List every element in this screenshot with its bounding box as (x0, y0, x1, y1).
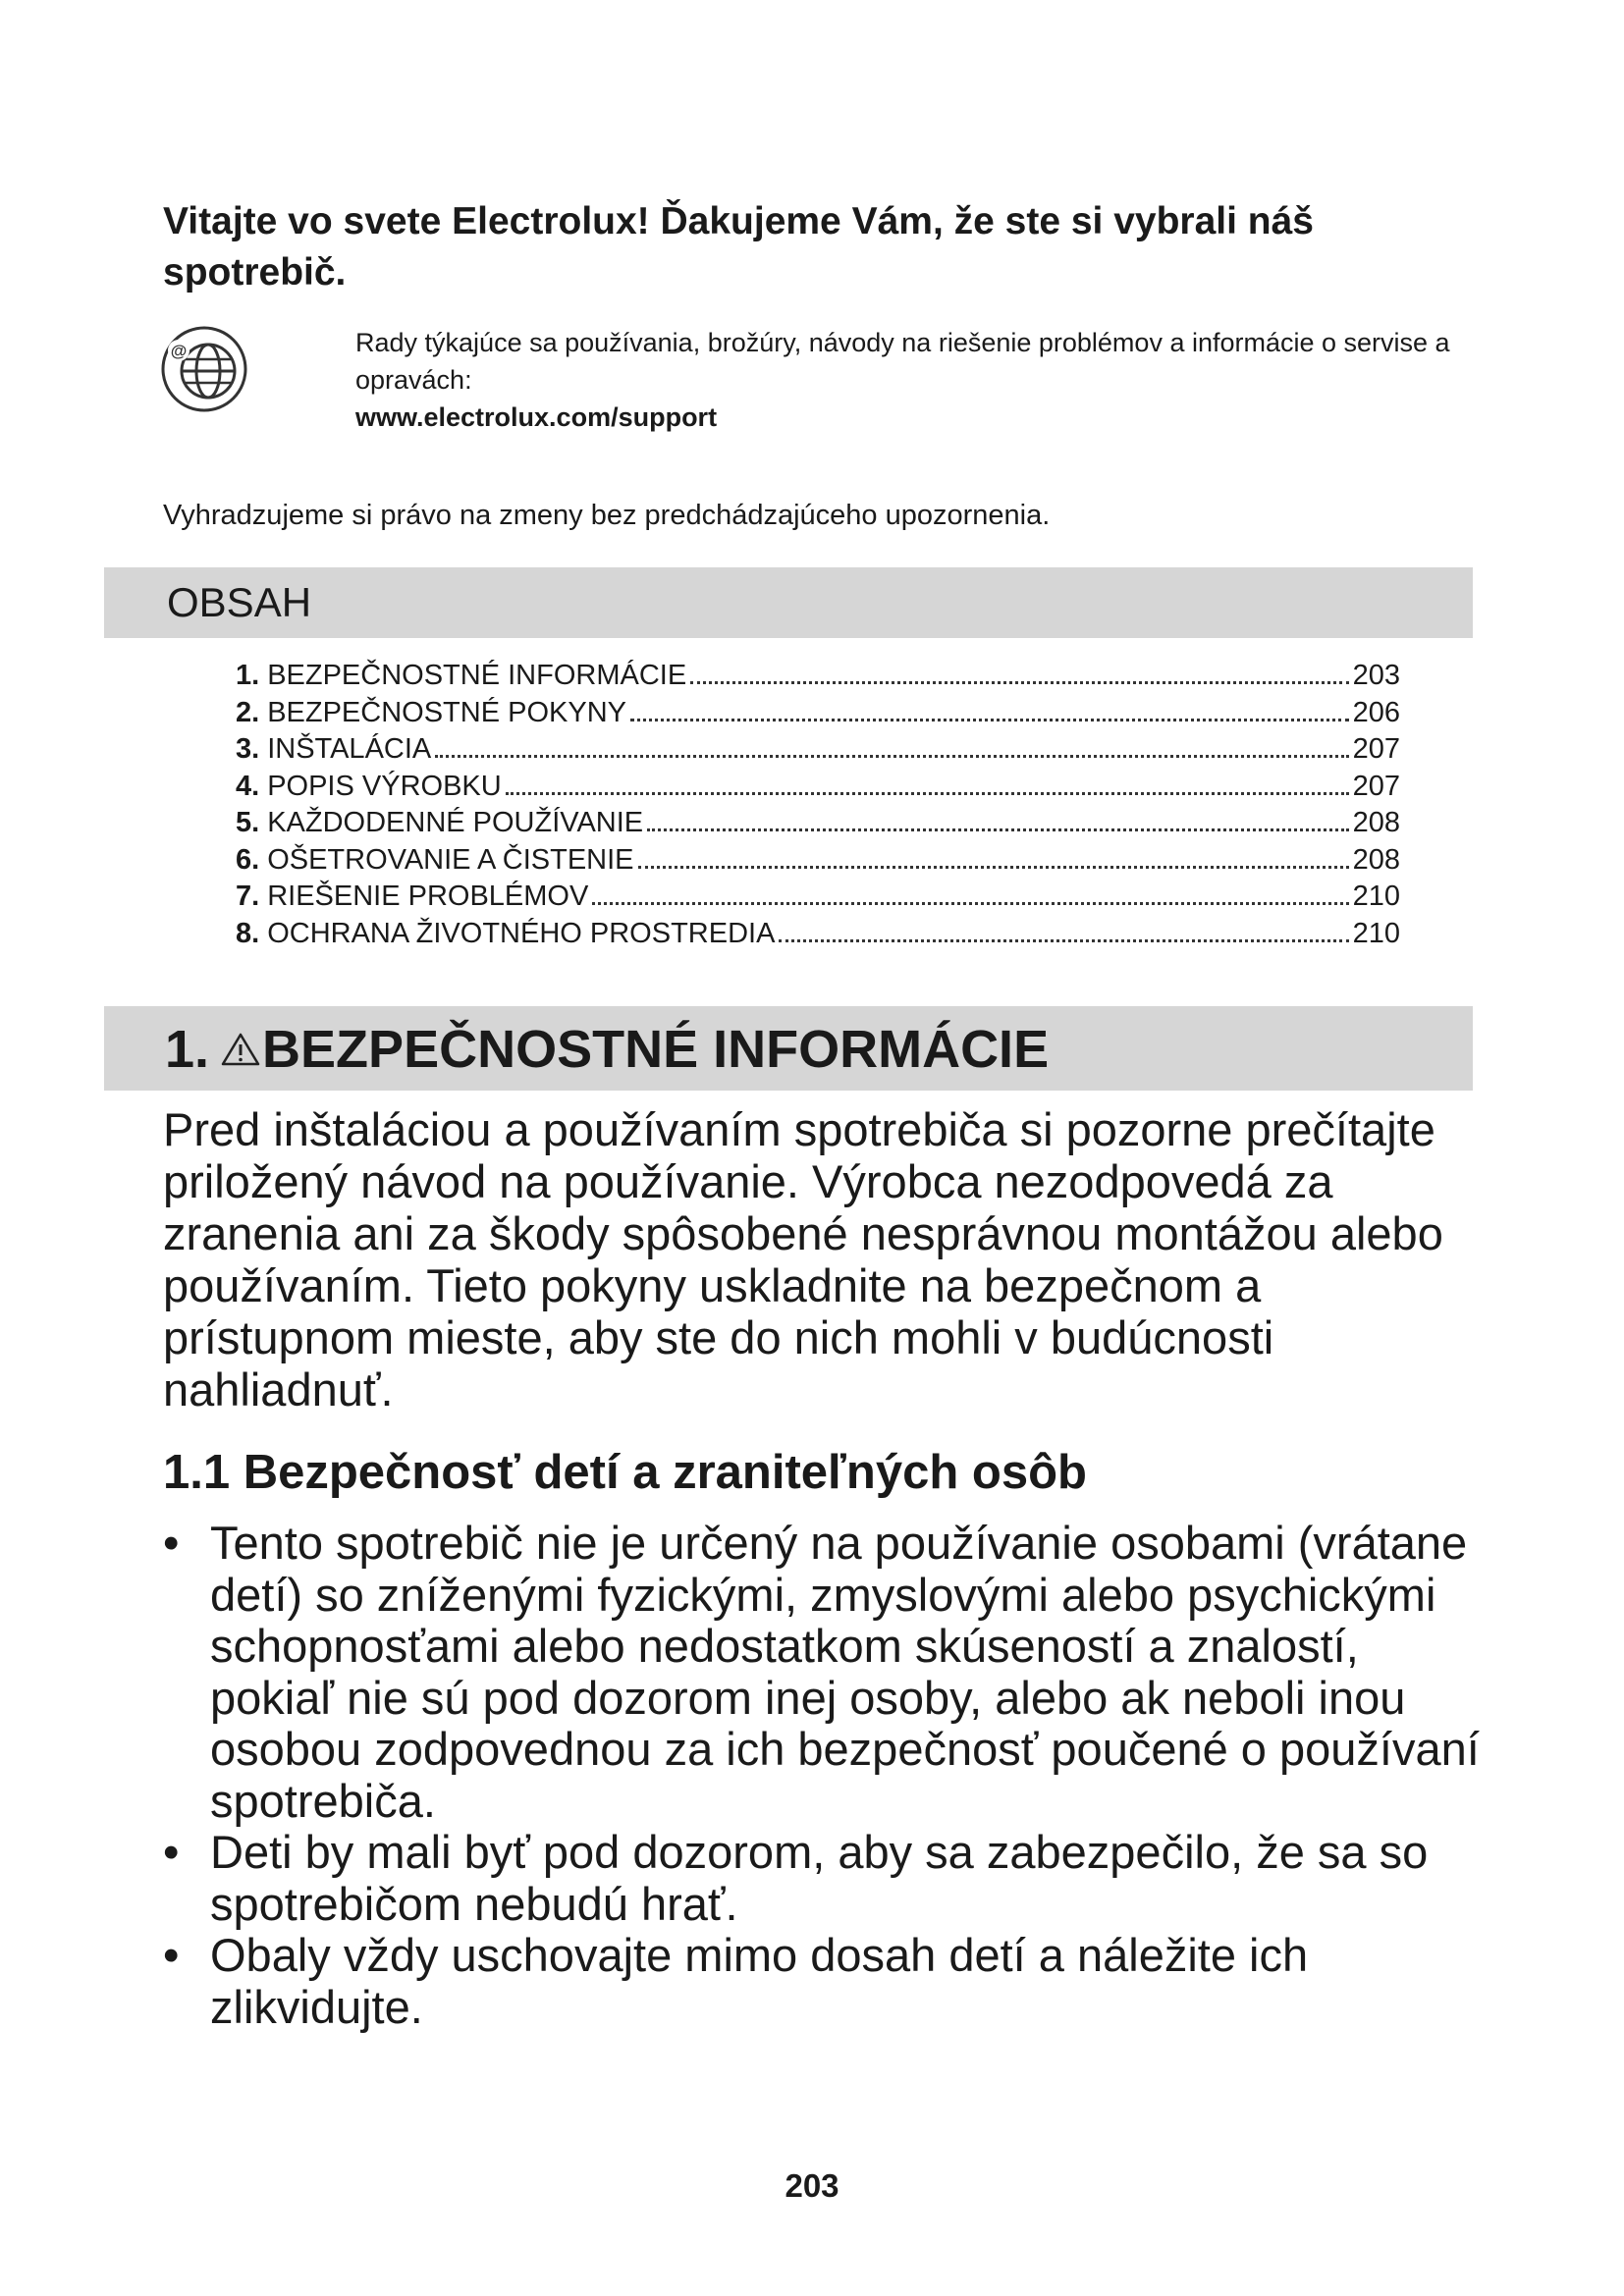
list-item-text: Tento spotrebič nie je určený na používanie osobami (vrátane detí) so zníženými fyzickými, zmyslovými alebo psychickými schopnosťami alebo nedostatkom skúseností a znalostí, pokiaľ nie sú pod dozorom inej osoby, alebo ak neboli inou osobou zodpovednou za ich bezpečnosť poučené o používaní spotrebiča. (210, 1517, 1480, 1827)
toc-item-page: 203 (1352, 660, 1400, 691)
toc-item-page: 208 (1352, 807, 1400, 838)
globe-web-icon (159, 324, 249, 414)
svg-text:@: @ (170, 342, 188, 360)
toc-item-page: 206 (1352, 696, 1400, 728)
toc-item[interactable] (236, 731, 1400, 769)
toc-item-number: 5. (236, 807, 260, 838)
support-url-link[interactable]: www.electrolux.com/support (355, 402, 718, 432)
warning-triangle-icon (221, 1032, 260, 1067)
toc-item-number: 2. (236, 696, 260, 728)
toc-leader-dots (435, 755, 1348, 758)
toc-item-label: OCHRANA ŽIVOTNÉHO PROSTREDIA (267, 917, 776, 949)
toc-item-number: 6. (236, 843, 260, 876)
toc-item-label: BEZPEČNOSTNÉ INFORMÁCIE (267, 660, 687, 691)
toc-leader-dots (506, 792, 1349, 795)
toc-item-number: 3. (236, 733, 260, 765)
toc-item-page: 210 (1352, 881, 1400, 912)
toc-item[interactable] (236, 805, 1400, 842)
welcome-title: Vitajte vo svete Electrolux! Ďakujeme Vám, že ste si vybrali náš spotrebič. (163, 200, 1314, 294)
toc-item-number: 4. (236, 770, 260, 802)
toc-item-page: 207 (1352, 733, 1400, 765)
toc-item-page: 208 (1352, 843, 1400, 876)
bullet-mark: • (163, 1517, 180, 1569)
list-item-text: Obaly vždy uschovajte mimo dosah detí a náležite ich zlikvidujte. (210, 1929, 1309, 2033)
toc-item-label: OŠETROVANIE A ČISTENIE (267, 843, 634, 876)
toc-item-label: BEZPEČNOSTNÉ POKYNY (267, 696, 626, 728)
section-number: 1. (165, 1020, 210, 1079)
support-description: Rady týkajúce sa používania, brožúry, návody na riešenie problémov a informácie o servise a opravách: (355, 328, 1450, 395)
toc-title: OBSAH (167, 579, 312, 625)
bullet-mark: • (163, 1929, 180, 1981)
bullet-list (163, 1518, 1489, 2033)
intro-paragraph: Pred inštaláciou a používaním spotrebiča si pozorne prečítajte priložený návod na používanie. Výrobca nezodpovedá za zranenia ani za škody spôsobené nesprávnou montážou alebo používaním. Tieto pokyny uskladnite na bezpečnom a prístupnom mieste, aby ste do nich mohli v budúcnosti nahliadnuť. (163, 1103, 1443, 1415)
list-item (163, 1518, 1489, 1827)
toc-item[interactable] (236, 695, 1400, 732)
toc-leader-dots (690, 681, 1348, 684)
list-item (163, 1930, 1489, 2033)
table-of-contents (236, 658, 1400, 952)
section-title (165, 1020, 1049, 1079)
list-item-text: Deti by mali byť pod dozorom, aby sa zabezpečilo, že sa so spotrebičom nebudú hrať. (210, 1826, 1429, 1930)
toc-leader-dots (779, 939, 1348, 942)
toc-item[interactable] (236, 658, 1400, 695)
toc-header-bar (104, 567, 1473, 638)
bullet-mark: • (163, 1826, 180, 1878)
toc-item-page: 210 (1352, 917, 1400, 949)
section-header-bar (104, 1006, 1473, 1091)
toc-item-number: 7. (236, 881, 260, 912)
subsection-heading: 1.1 Bezpečnosť detí a zraniteľných osôb (163, 1446, 1087, 1499)
toc-item-page: 207 (1352, 770, 1400, 802)
toc-item-label: RIEŠENIE PROBLÉMOV (267, 881, 589, 912)
toc-leader-dots (592, 902, 1348, 905)
support-info (355, 324, 1485, 436)
reserve-note: Vyhradzujeme si právo na zmeny bez predchádzajúceho upozornenia. (163, 500, 1051, 531)
section-title-text: BEZPEČNOSTNÉ INFORMÁCIE (262, 1020, 1050, 1079)
toc-item[interactable] (236, 842, 1400, 880)
toc-item-label: POPIS VÝROBKU (267, 770, 502, 802)
toc-item[interactable] (236, 879, 1400, 916)
page-number: 203 (785, 2167, 839, 2204)
toc-leader-dots (630, 719, 1349, 721)
toc-item-label: KAŽDODENNÉ POUŽÍVANIE (267, 807, 644, 838)
toc-item-number: 1. (236, 660, 260, 691)
toc-item-number: 8. (236, 917, 260, 949)
toc-item-label: INŠTALÁCIA (267, 733, 432, 765)
toc-item[interactable] (236, 769, 1400, 806)
list-item (163, 1827, 1489, 1930)
toc-leader-dots (647, 828, 1348, 831)
toc-item[interactable] (236, 916, 1400, 953)
toc-leader-dots (638, 866, 1349, 869)
